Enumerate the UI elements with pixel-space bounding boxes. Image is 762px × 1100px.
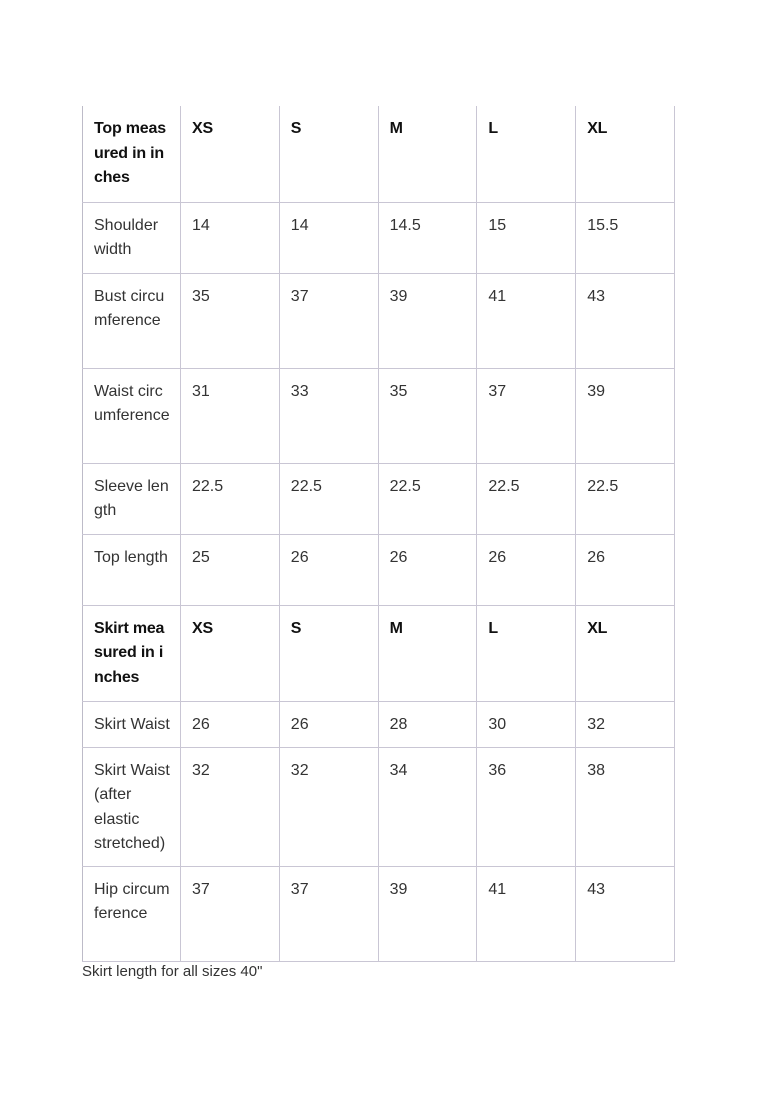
table-cell: 26: [576, 534, 675, 605]
table-cell: 22.5: [477, 463, 576, 534]
skirt-header-row: [83, 605, 675, 701]
table-cell: 41: [477, 866, 576, 961]
size-m-header: M: [378, 605, 477, 701]
row-label: Sleeve length: [83, 463, 181, 534]
table-cell: 32: [279, 747, 378, 866]
table-cell: 14: [181, 202, 280, 273]
table-row: [83, 202, 675, 273]
row-label: Waist circumference: [83, 368, 181, 463]
table-cell: 43: [576, 866, 675, 961]
size-xs-header: XS: [181, 106, 280, 202]
size-m-header: M: [378, 106, 477, 202]
table-cell: 26: [279, 701, 378, 747]
table-row: [83, 866, 675, 961]
size-s-header: S: [279, 106, 378, 202]
table-cell: 38: [576, 747, 675, 866]
table-cell: 39: [576, 368, 675, 463]
table-cell: 26: [477, 534, 576, 605]
table-cell: 37: [279, 866, 378, 961]
table-cell: 36: [477, 747, 576, 866]
row-label: Skirt Waist: [83, 701, 181, 747]
size-xl-header: XL: [576, 605, 675, 701]
top-header-row: [83, 106, 675, 202]
table-cell: 39: [378, 866, 477, 961]
table-cell: 28: [378, 701, 477, 747]
table-cell: 35: [181, 273, 280, 368]
table-cell: 37: [181, 866, 280, 961]
table-cell: 41: [477, 273, 576, 368]
table-cell: 26: [181, 701, 280, 747]
row-label: Shoulder width: [83, 202, 181, 273]
table-row: [83, 747, 675, 866]
table-cell: 37: [477, 368, 576, 463]
table-cell: 14.5: [378, 202, 477, 273]
row-label: Top length: [83, 534, 181, 605]
table-cell: 22.5: [279, 463, 378, 534]
table-cell: 39: [378, 273, 477, 368]
size-l-header: L: [477, 605, 576, 701]
table-cell: 32: [576, 701, 675, 747]
table-cell: 15.5: [576, 202, 675, 273]
table-cell: 15: [477, 202, 576, 273]
table-cell: 33: [279, 368, 378, 463]
size-l-header: L: [477, 106, 576, 202]
table-cell: 26: [378, 534, 477, 605]
table-row: [83, 368, 675, 463]
table-cell: 22.5: [378, 463, 477, 534]
table-row: [83, 701, 675, 747]
table-row: [83, 273, 675, 368]
table-cell: 30: [477, 701, 576, 747]
table-cell: 31: [181, 368, 280, 463]
size-chart-table: [82, 106, 675, 962]
table-cell: 32: [181, 747, 280, 866]
table-cell: 22.5: [576, 463, 675, 534]
table-cell: 43: [576, 273, 675, 368]
table-cell: 35: [378, 368, 477, 463]
skirt-header-label: Skirt measured in inches: [83, 605, 181, 701]
table-cell: 37: [279, 273, 378, 368]
skirt-length-footnote: Skirt length for all sizes 40": [82, 963, 263, 980]
row-label: Skirt Waist (after elastic stretched): [83, 747, 181, 866]
table-cell: 22.5: [181, 463, 280, 534]
table-cell: 26: [279, 534, 378, 605]
row-label: Hip circumference: [83, 866, 181, 961]
size-s-header: S: [279, 605, 378, 701]
table-cell: 25: [181, 534, 280, 605]
size-xs-header: XS: [181, 605, 280, 701]
table-row: [83, 534, 675, 605]
table-cell: 34: [378, 747, 477, 866]
top-header-label: Top measured in inches: [83, 106, 181, 202]
table-cell: 14: [279, 202, 378, 273]
size-xl-header: XL: [576, 106, 675, 202]
row-label: Bust circumference: [83, 273, 181, 368]
table-row: [83, 463, 675, 534]
